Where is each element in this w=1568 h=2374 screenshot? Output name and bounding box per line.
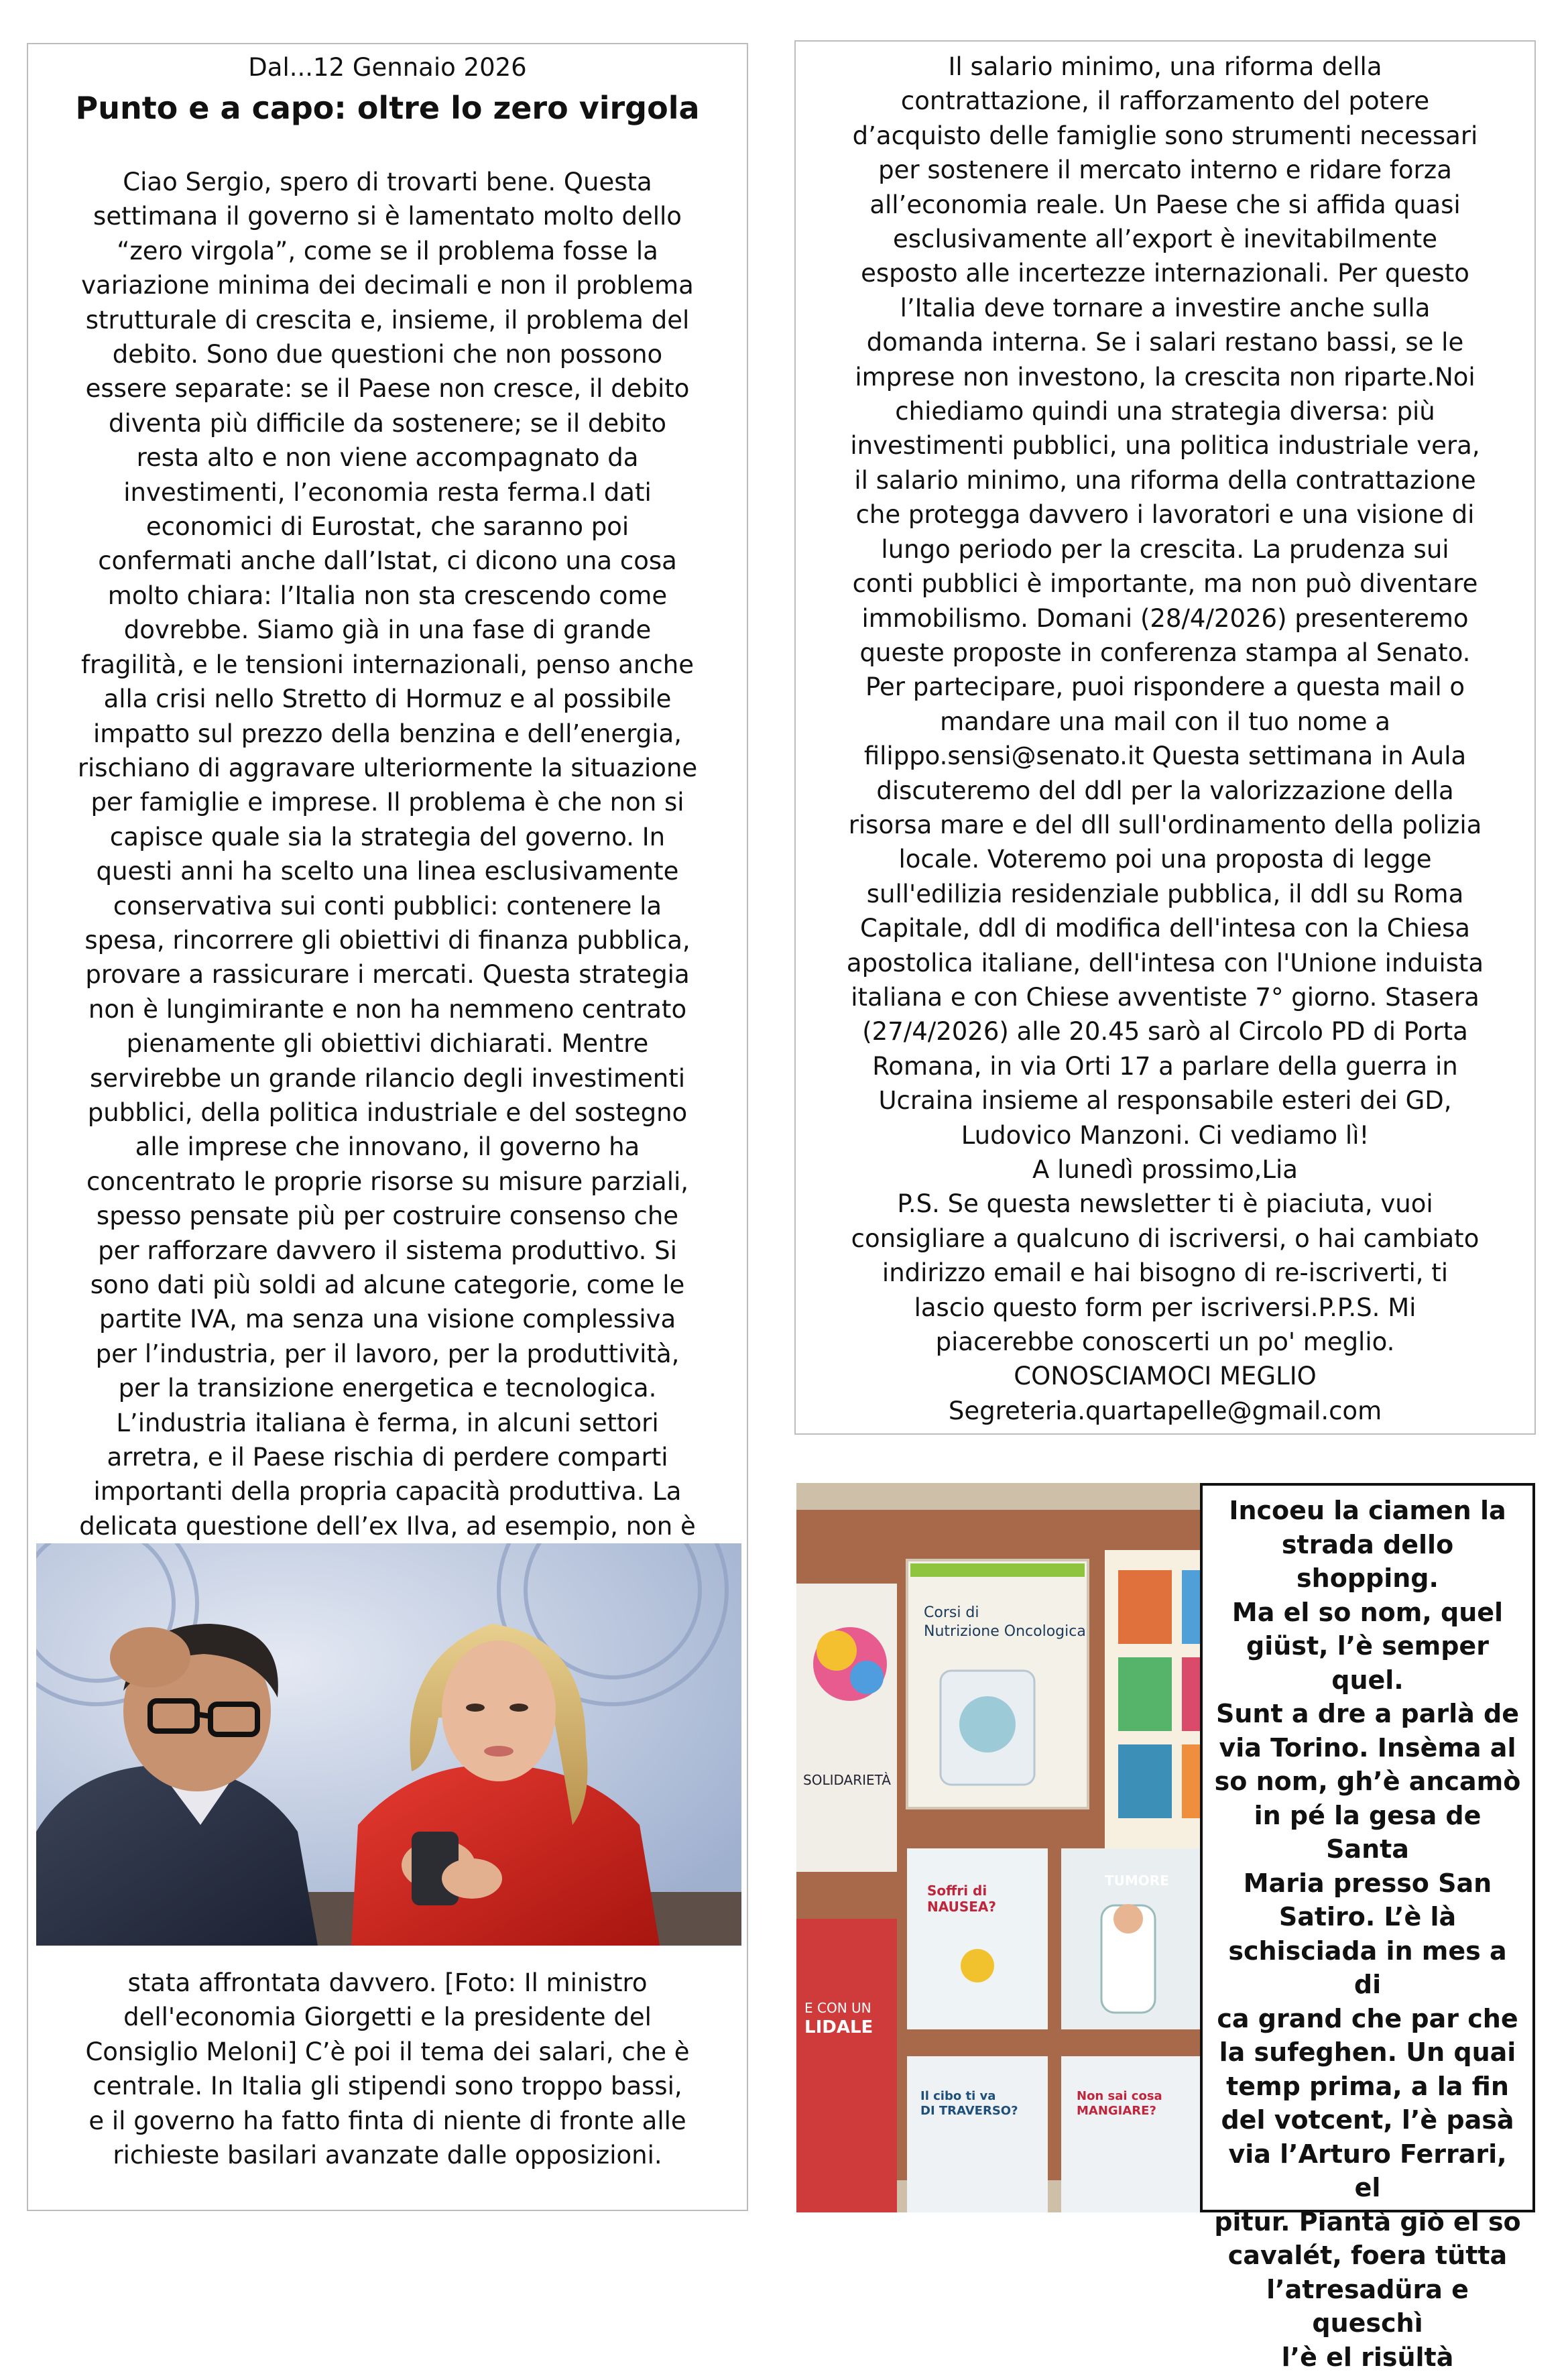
text-line: servirebbe un grande rilancio degli investimenti	[89, 1063, 686, 1093]
text-line: dovrebbe. Siamo già in una fase di grande	[123, 615, 652, 645]
caption-line: Maria presso San	[1243, 1868, 1492, 1898]
caption-line: temp prima, a la fin	[1226, 2071, 1509, 2101]
text-line: sono dati più soldi ad alcune categorie, come le	[90, 1270, 685, 1299]
segreteria-email-link[interactable]: Segreteria.quartapelle@gmail.com	[948, 1396, 1382, 1425]
paragraph	[805, 50, 1525, 1428]
text-line: “zero virgola”, come se il problema fosse la	[117, 236, 658, 265]
text-line: concentrato le proprie risorse su misure parziali,	[86, 1167, 689, 1196]
text-line: Ciao Sergio, spero di trovarti bene. Questa	[123, 168, 652, 196]
text-line: per la transizione energetica e tecnologica.	[118, 1374, 657, 1403]
text-line: per l’industria, per il lavoro, per la produttività,	[95, 1339, 680, 1368]
text-line: Per partecipare, puoi rispondere a questa mail o	[865, 672, 1465, 702]
text-line: P.S. Se questa newsletter ti è piaciuta, vuoi	[897, 1189, 1433, 1219]
text-line: partite IVA, ma senza una visione complessiva	[99, 1305, 676, 1334]
right-body-text	[805, 50, 1525, 1428]
signoff-line: A lunedì prossimo,Lia	[1032, 1155, 1298, 1184]
text-line: economici di Eurostat, che saranno poi	[145, 512, 629, 542]
left-body-text-top	[40, 165, 735, 1543]
poster-cibo-title: Il cibo ti va DI TRAVERSO?	[920, 2089, 1018, 2118]
text-line: resta alto e non viene accompagnato da	[136, 443, 639, 473]
text-line: apostolica italiane, dell'intesa con l'Unione induista	[846, 948, 1484, 977]
text-line: strutturale di crescita e, insieme, il problema del	[85, 305, 690, 335]
text-line: Capitale, ddl di modifica dell'intesa con la Chiesa	[860, 914, 1470, 943]
text-line: confermati anche dall’Istat, ci dicono una cosa	[98, 546, 677, 576]
poster-xmas-fragment-2: LIDALE	[804, 2017, 873, 2037]
poster-nutrition-title: Corsi di Nutrizione Oncologica	[924, 1604, 1086, 1640]
conosciamoci-meglio-link[interactable]: CONOSCIAMOCI MEGLIO	[1014, 1362, 1317, 1391]
text-line: consigliare a qualcuno di iscriversi, o hai cambiato	[851, 1224, 1480, 1253]
text-line: non è lungimirante e non ha nemmeno centrato	[88, 994, 687, 1024]
article-title: Punto e a capo: oltre lo zero virgola	[75, 90, 700, 126]
text-line: diventa più difficile da sostenere; se il debito	[108, 408, 667, 438]
text-line: per rafforzare davvero il sistema produttivo. Si	[98, 1236, 677, 1265]
text-line: molto chiara: l’Italia non sta crescendo come	[107, 581, 668, 610]
text-line: per famiglie e imprese. Il problema è che non si	[91, 788, 684, 817]
text-line: Romana, in via Orti 17 a parlare della guerra in	[872, 1051, 1458, 1081]
text-line: spesso pensate più per costruire consenso che	[96, 1201, 679, 1231]
caption-line: pitur. Piantà giò el so	[1214, 2206, 1521, 2237]
text-line: impatto sul prezzo della benzina e dell’energia,	[93, 719, 682, 748]
caption-line: schisciada in mes a di	[1228, 1936, 1507, 1999]
email-link-line[interactable]: filippo.sensi@senato.it Questa settimana in Aula	[863, 741, 1467, 771]
caption-line: Sunt a dre a parlà de	[1215, 1699, 1519, 1728]
text-line: indirizzo email e hai bisogno di re-iscriverti, ti	[882, 1258, 1449, 1288]
paragraph	[40, 1966, 735, 2172]
text-line: esposto alle incertezze internazionali. Per questo	[861, 259, 1469, 288]
caption-line: del votcent, l’è pasà	[1221, 2105, 1514, 2135]
poster-solidarieta-fragment: SOLIDARIETÀ	[803, 1772, 891, 1788]
poster-nausea-title: Soffri di NAUSEA?	[927, 1883, 996, 1915]
caption-line: l’è el risültà	[1281, 2342, 1454, 2372]
text-line: lungo periodo per la crescita. La prudenza sui	[881, 534, 1449, 564]
text-line: italiana e con Chiese avventiste 7° giorno. Stasera	[851, 982, 1480, 1012]
text-line: domanda interna. Se i salari restano bassi, se le	[866, 328, 1464, 357]
text-line: alla crisi nello Stretto di Hormuz e al possibile	[103, 685, 672, 714]
right-article-column	[794, 40, 1536, 1435]
caption-line: in pé la gesa de Santa	[1254, 1800, 1482, 1864]
text-line: per sostenere il mercato interno e ridare forza	[878, 156, 1452, 185]
text-line: (27/4/2026) alle 20.45 sarò al Circolo PD di Porta	[862, 1017, 1468, 1047]
text-line: conti pubblici è importante, ma non può diventare	[852, 569, 1478, 599]
text-line: chiediamo quindi una strategia diversa: più	[895, 397, 1435, 426]
left-article-column	[27, 43, 748, 2211]
caption-line: giüst, l’è semper quel.	[1246, 1631, 1489, 1695]
caption-line: Ma el so nom, quel	[1231, 1597, 1504, 1627]
text-line: immobilismo. Domani (28/4/2026) presenteremo	[861, 603, 1469, 633]
text-line: delicata questione dell’ex Ilva, ad esempio, non è	[79, 1511, 696, 1541]
text-line: locale. Voteremo poi una proposta di legge	[898, 845, 1432, 874]
caption-line: la sufeghen. Un quai	[1219, 2037, 1516, 2067]
photo-illustration	[36, 1543, 741, 1946]
text-line: all’economia reale. Un Paese che si affida quasi	[869, 190, 1461, 219]
text-line: pienamente gli obiettivi dichiarati. Mentre	[126, 1029, 649, 1059]
text-line: mandare una mail con il tuo nome a	[940, 707, 1390, 736]
caption-line: via Torino. Insèma al	[1219, 1732, 1516, 1763]
caption-line: via l’Arturo Ferrari, el	[1228, 2139, 1507, 2202]
text-line: centrale. In Italia gli stipendi sono troppo bassi,	[93, 2072, 682, 2101]
text-line: questi anni ha scelto una linea esclusivamente	[96, 857, 679, 886]
text-line: che protegga davvero i lavoratori e una visione di	[855, 500, 1475, 530]
text-line: L’industria italiana è ferma, in alcuni settori	[116, 1408, 659, 1437]
text-line: arretra, e il Paese rischia di perdere comparti	[107, 1443, 668, 1472]
caption-line: cavalét, foera tütta	[1227, 2241, 1508, 2270]
text-line: Consiglio Meloni] C’è poi il tema dei salari, che è	[85, 2037, 690, 2066]
text-line: spesa, rincorrere gli obiettivi di finanza pubblica,	[84, 925, 690, 955]
text-line: esclusivamente all’export è inevitabilmente	[892, 225, 1438, 254]
caption-line: strada dello shopping.	[1281, 1529, 1454, 1593]
left-body-text-bottom	[40, 1966, 735, 2172]
text-line: Il salario minimo, una riforma della	[948, 52, 1382, 81]
text-line: e il governo ha fatto finta di niente di fronte alle	[88, 2106, 686, 2135]
text-line: queste proposte in conferenza stampa al Senato.	[859, 638, 1471, 667]
text-line: Ucraina insieme al responsabile esteri dei GD,	[878, 1086, 1452, 1116]
poster-tumore-title: TUMORE	[1105, 1873, 1169, 1889]
caption-text	[1212, 1494, 1523, 2374]
text-line: l’Italia deve tornare a investire anche sulla	[900, 293, 1431, 322]
text-line: conservativa sui conti pubblici: contenere la	[113, 891, 662, 921]
poster-mangiare-title: Non sai cosa MANGIARE?	[1077, 2089, 1162, 2118]
text-line: pubblici, della politica industriale e del sostegno	[87, 1097, 688, 1127]
caption-line: ca grand che par che	[1217, 2003, 1518, 2033]
caption-line: so nom, gh’è ancamò	[1214, 1767, 1521, 1796]
caption-line: l’atresadüra e queschì	[1266, 2274, 1469, 2338]
text-line: variazione minima dei decimali e non il problema	[81, 271, 694, 300]
text-line: provare a rassicurare i mercati. Questa strategia	[85, 960, 690, 990]
text-line: fragilità, e le tensioni internazionali, penso anche	[81, 650, 694, 679]
photo-giorgetti-meloni	[36, 1543, 741, 1946]
text-line: rischiano di aggravare ulteriormente la situazione	[77, 753, 698, 782]
text-line: imprese non investono, la crescita non riparte.Noi	[855, 362, 1475, 392]
caption-line: Incoeu la ciamen la	[1229, 1496, 1506, 1525]
text-line: richieste basilari avanzate dalle opposizioni.	[113, 2141, 662, 2170]
text-line: investimenti pubblici, una politica industriale vera,	[850, 431, 1480, 461]
text-line: contrattazione, il rafforzamento del potere	[900, 86, 1430, 116]
text-line: alle imprese che innovano, il governo ha	[135, 1132, 640, 1162]
text-line: stata affrontata davvero. [Foto: Il ministro	[127, 1968, 648, 1997]
article-date: Dal...12 Gennaio 2026	[248, 53, 527, 82]
text-line: risorsa mare e del dll sull'ordinamento della polizia	[848, 810, 1482, 839]
text-line: settimana il governo si è lamentato molto dello	[93, 202, 682, 231]
text-line: dell'economia Giorgetti e la presidente del	[123, 2003, 652, 2032]
text-line: importanti della propria capacità produttiva. La	[93, 1477, 682, 1506]
paragraph	[40, 165, 735, 1543]
text-line: debito. Sono due questioni che non possono	[112, 340, 663, 369]
text-line: essere separate: se il Paese non cresce, il debito	[85, 374, 690, 404]
text-line: capisce quale sia la strategia del governo. In	[109, 822, 666, 851]
text-line: sull'edilizia residenziale pubblica, il ddl su Roma	[866, 879, 1464, 908]
text-line: Ludovico Manzoni. Ci vediamo lì!	[961, 1120, 1370, 1150]
caption-line: Satiro. L’è là	[1278, 1902, 1457, 1932]
poster-xmas-fragment: E CON UN	[804, 2000, 871, 2016]
text-line: il salario minimo, una riforma della contrattazione	[854, 465, 1476, 495]
text-line: lascio questo form per iscriversi.P.P.S. Mi	[914, 1293, 1416, 1322]
dialect-caption-box	[1200, 1483, 1535, 2372]
text-line: investimenti, l’economia resta ferma.I dati	[123, 477, 652, 507]
text-line: discuteremo del ddl per la valorizzazione della	[876, 776, 1454, 805]
text-line: d’acquisto delle famiglie sono strumenti necessari	[852, 121, 1478, 150]
text-line: piacerebbe conoscerti un po' meglio.	[935, 1327, 1395, 1357]
